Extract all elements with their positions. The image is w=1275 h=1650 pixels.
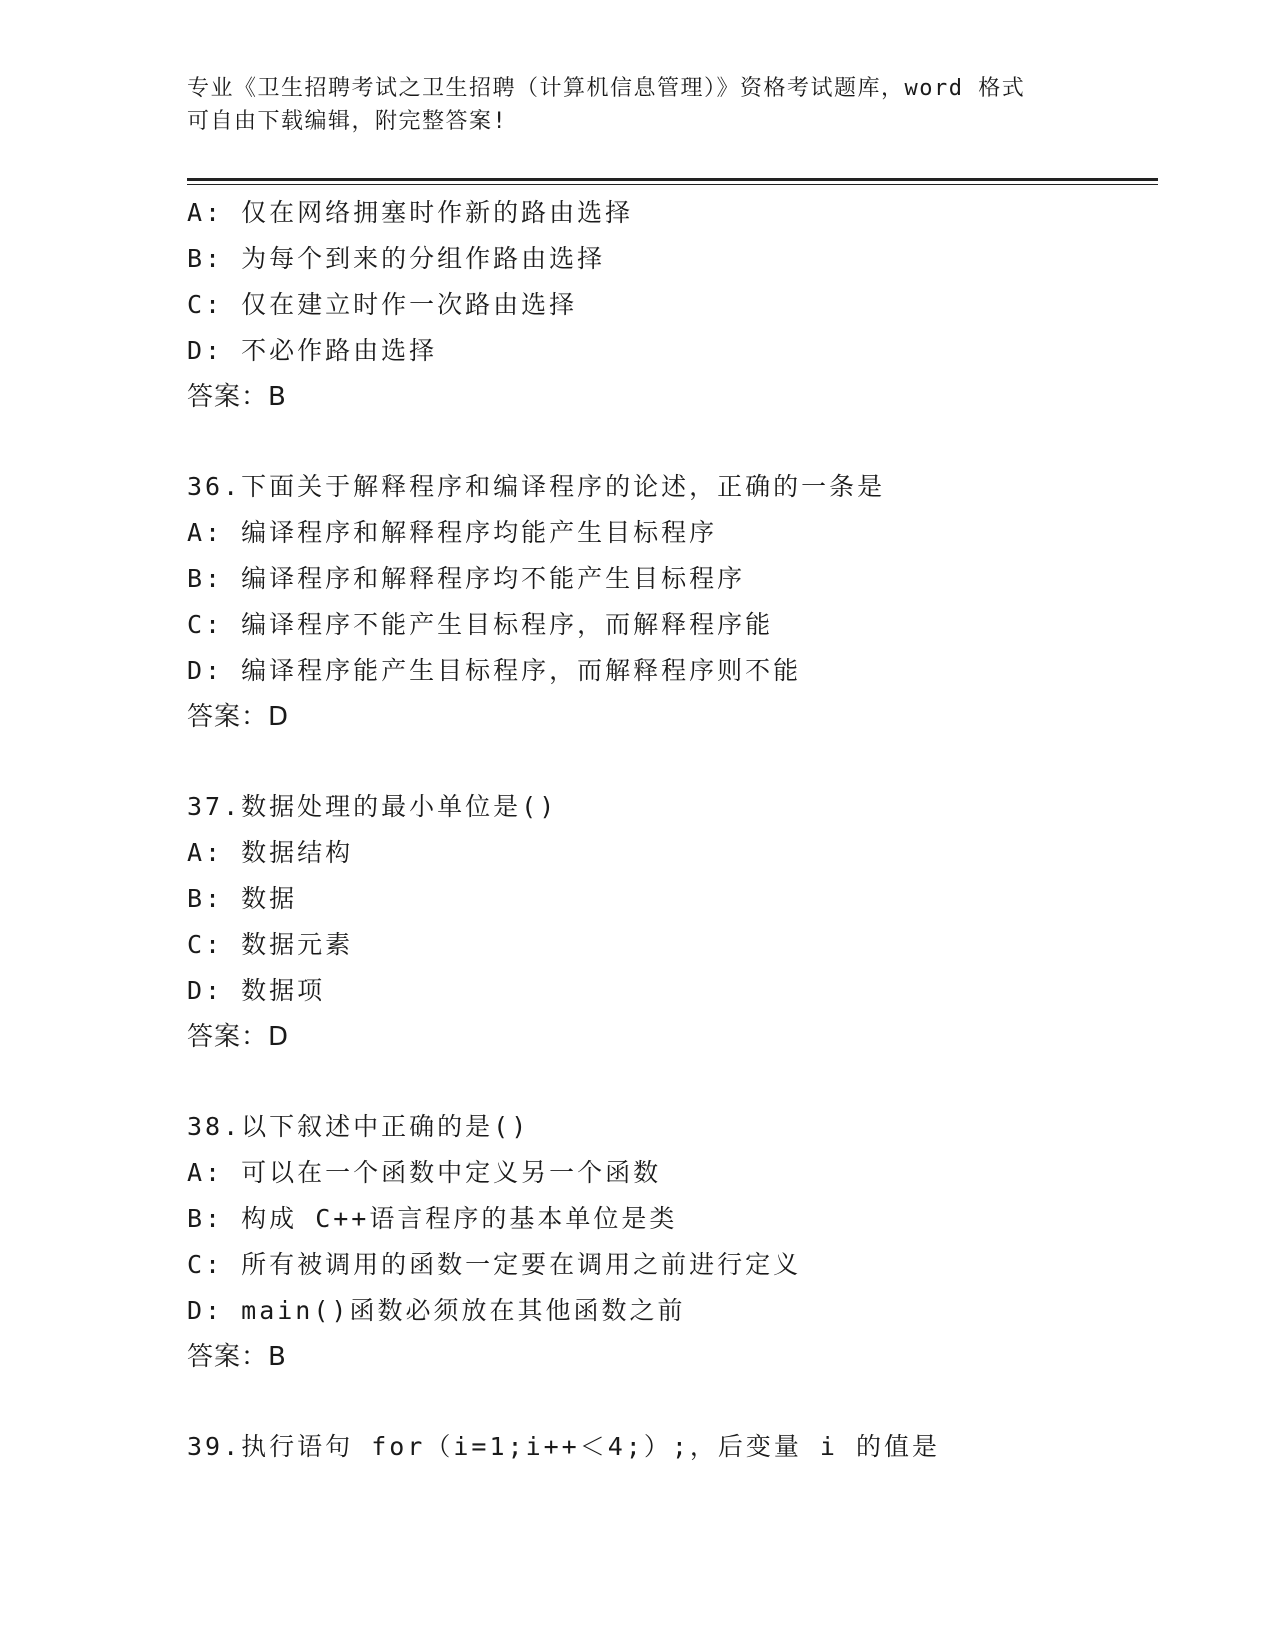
question-stem: 36.下面关于解释程序和编译程序的论述，正确的一条是 bbox=[187, 472, 886, 501]
header-subtitle-line: 可自由下载编辑，附完整答案! bbox=[187, 109, 508, 134]
header-title-line: 专业《卫生招聘考试之卫生招聘（计算机信息管理）》资格考试题库，word 格式 bbox=[187, 76, 1026, 101]
answer-line: 答案：B bbox=[187, 382, 287, 412]
option-a: A: 编译程序和解释程序均能产生目标程序 bbox=[187, 518, 718, 547]
option-c: C: 编译程序不能产生目标程序，而解释程序能 bbox=[187, 610, 774, 639]
option-b: B: 数据 bbox=[187, 884, 298, 913]
question-stem: 37.数据处理的最小单位是() bbox=[187, 792, 558, 821]
option-a: A: 可以在一个函数中定义另一个函数 bbox=[187, 1158, 662, 1187]
answer-line: 答案：B bbox=[187, 1342, 287, 1372]
answer-line: 答案：D bbox=[187, 1022, 290, 1052]
option-d: D: 编译程序能产生目标程序，而解释程序则不能 bbox=[187, 656, 802, 685]
question-list bbox=[187, 190, 1167, 1470]
header-divider bbox=[187, 178, 1158, 185]
question-stem: 39.执行语句 for（i=1;i++＜4;）;，后变量 i 的值是 bbox=[187, 1432, 941, 1461]
option-b: B: 编译程序和解释程序均不能产生目标程序 bbox=[187, 564, 746, 593]
option-b: B: 构成 C++语言程序的基本单位是类 bbox=[187, 1204, 678, 1233]
question-37 bbox=[187, 784, 1167, 1060]
option-b: B: 为每个到来的分组作路由选择 bbox=[187, 244, 606, 273]
question-36 bbox=[187, 464, 1167, 740]
option-c: C: 仅在建立时作一次路由选择 bbox=[187, 290, 578, 319]
question-38 bbox=[187, 1104, 1167, 1380]
question-stem: 38.以下叙述中正确的是() bbox=[187, 1112, 530, 1141]
option-d: D: main()函数必须放在其他函数之前 bbox=[187, 1296, 686, 1325]
question-39 bbox=[187, 1424, 1167, 1470]
option-a: A: 仅在网络拥塞时作新的路由选择 bbox=[187, 198, 634, 227]
document-header bbox=[187, 72, 1087, 138]
divider-thin-line bbox=[187, 184, 1158, 185]
option-a: A: 数据结构 bbox=[187, 838, 354, 867]
option-d: D: 不必作路由选择 bbox=[187, 336, 438, 365]
option-d: D: 数据项 bbox=[187, 976, 326, 1005]
option-c: C: 数据元素 bbox=[187, 930, 354, 959]
answer-line: 答案：D bbox=[187, 702, 290, 732]
option-c: C: 所有被调用的函数一定要在调用之前进行定义 bbox=[187, 1250, 802, 1279]
question-35-continued bbox=[187, 190, 1167, 420]
